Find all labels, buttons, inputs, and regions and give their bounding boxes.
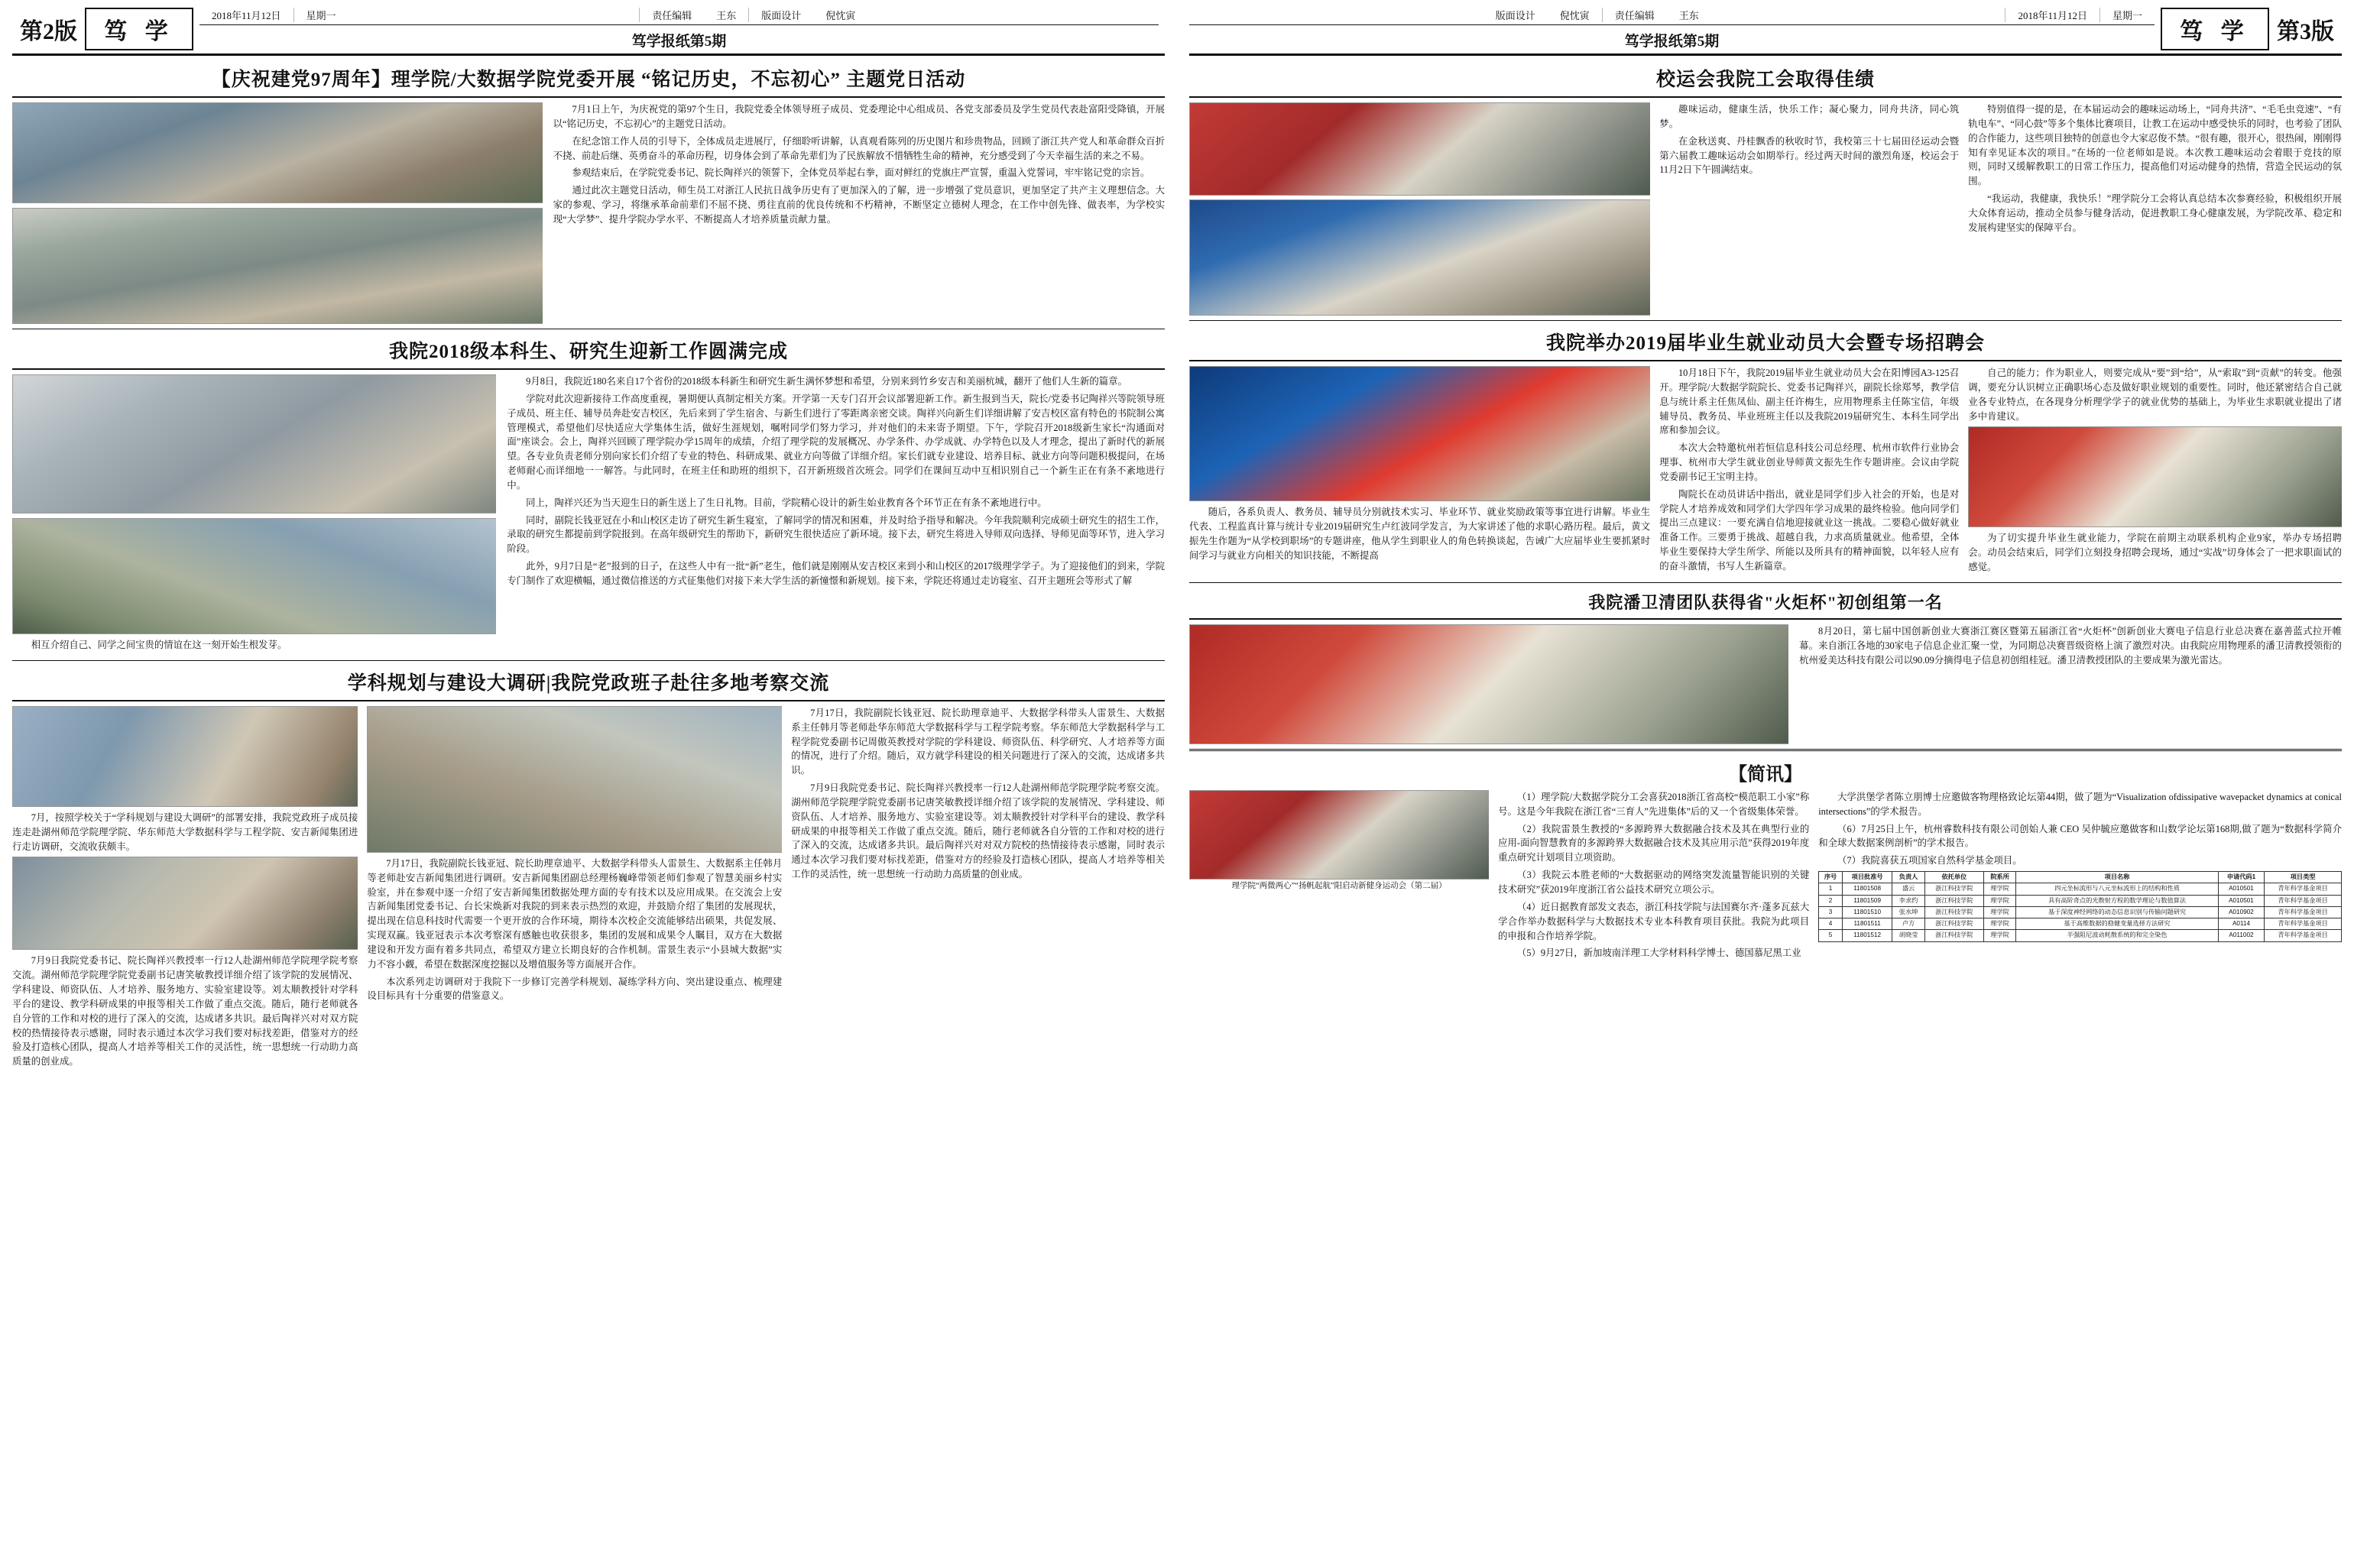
article-sports-union [1189, 60, 2342, 316]
cell-grant-no: 11801509 [1842, 895, 1892, 906]
cell-grant-no: 11801508 [1842, 883, 1892, 895]
cell-app-code: A010501 [2218, 883, 2264, 895]
cell-department: 理学院 [1984, 906, 2016, 918]
th-app-code: 申请代码1 [2218, 872, 2264, 883]
article-employment-c1-p3: 陶院长在动员讲话中指出，就业是同学们步入社会的开始，也是对学院人才培养成效和同学们大学四年学习成果的最终检验。他向同学们提出三点建议：一要充满自信地迎接就业这一挑战。二要稳心做好就业准备工作。三要勇于挑战、超越自我，力求高质量就业。他希望，全体毕业生要保持大学生所学、所能以及所具有的精神面貌，以年轻人应有的奋斗激情，书写人生新篇章。 [1659, 488, 1960, 572]
th-department: 院系所 [1984, 872, 2016, 883]
article-discipline-headline: 学科规划与建设大调研|我院党政班子赴往多地考察交流 [347, 672, 830, 694]
table-row [1819, 930, 2342, 941]
cell-institution: 浙江科技学院 [1924, 918, 1983, 930]
article-discipline-c1-p2: 7月9日我院党委书记、院长陶祥兴教授率一行12人赴湖州师范学院理学院考察交流。湖州师范学院理学院党委副书记唐笑敏教授详细介绍了该学院的发展情况、学科建设、师资队伍、人才培养、服务地方、实验室建设等。刘太顺教授针对学科平台的建设、教学科研成果的申报等相关工作做了重点交流。随后，随行老师就各自分管的工作和对校的进行了深入的交流，达成诸多共识。最后陶祥兴对对双方院校的热情接待表示感谢，同时表示通过本次学习我们要对标找差距，借鉴对方的经验及打造核心团队，提高人才培养等相关工作的灵活性，统一思想统一行动助力高质量的创业成。 [12, 955, 358, 1067]
brief-item-8: （7）我院喜获五项国家自然科学基金项目。 [1837, 855, 2022, 867]
th-project-type: 项目类型 [2265, 872, 2342, 883]
section-briefs [1189, 756, 2342, 964]
article-discipline-photo-2 [12, 857, 358, 950]
masthead-weekday-right: 星期一 [2099, 8, 2155, 22]
masthead-editor-name-left: 王东 [716, 10, 737, 21]
article-torch-cup-headline: 我院潘卫清团队获得省"火炬杯"初创组第一名 [1588, 592, 1943, 612]
brief-item-1: （1）理学院/大数据学院分工会喜获2018浙江省高校“模范职工小家”称号。这是今年我院在浙江省“三育人”先进集体”后的又一个省级集体荣誉。 [1498, 791, 1810, 817]
article-party-day-p4: 通过此次主题党日活动，师生员工对浙江人民抗日战争历史有了更加深入的了解，进一步增强了党员意识，更加坚定了共产主义理想信念。大家的参观、学习，将继承革命前辈们不屈不挠、勇往直前的优良传统和不朽精神，不断坚定立德树人理念，在工作中创先锋、做表率，为学校实现“大学梦”、提升学院办学水平、不断提高人才培养质量贡献力量。 [553, 185, 1165, 225]
article-employment-photo-2 [1968, 426, 2342, 527]
th-index: 序号 [1819, 872, 1843, 883]
article-torch-cup-photo [1189, 624, 1788, 744]
cell-project-name: 基于高维数据的稳健变量选择方法研究 [2016, 918, 2219, 930]
cell-grant-no: 11801511 [1842, 918, 1892, 930]
article-enrollment-p5: 此外，9月7日是“老”报到的日子，在这些人中有一批“新”老生，他们就是刚刚从安吉校区来到小和山校区的2017级理学学子。为了迎接他们的到来，学院专门制作了欢迎横幅，通过微信推送的方式征集他们对接下来大学生活的新憧憬和新规划。接下来，学院还将通过走访寝室、召开主题班会等形式了解 [507, 561, 1165, 586]
cell-institution: 浙江科技学院 [1924, 906, 1983, 918]
article-employment-c2-p2: 为了切实提升毕业生就业能力，学院在前期主动联系机构企业9家，举办专场招聘会。动员会结束后，同学们立刻投身招聘会现场，通过“实战”切身体会了一把求职面试的感觉。 [1968, 533, 2342, 573]
article-torch-cup-p1: 8月20日，第七届中国创新创业大赛浙江赛区暨第五届浙江省“火炬杯”创新创业大赛电子信息行业总决赛在嘉善蓝式拉开帷幕。来自浙江各地的30家电子信息企业汇聚一堂，为同期总决赛晋级资格上演了激烈对决。由我院应用物理系的潘卫清教授领衔的杭州爱美达科技有限公司以90.09分摘得电子信息初创组桂冠。潘卫清教授团队的主要成果为激光雷达。 [1799, 625, 2342, 666]
cell-leader: 李求约 [1892, 895, 1924, 906]
article-enrollment-headline: 我院2018级本科生、研究生迎新工作圆满完成 [388, 342, 788, 362]
cell-app-code: A010902 [2218, 906, 2264, 918]
article-employment-photo-1 [1189, 366, 1650, 501]
cell-department: 理学院 [1984, 918, 2016, 930]
cell-project-name: 四元坐标流形与八元坐标流形上的结构和性质 [2016, 883, 2219, 895]
article-sports-photo-2 [1189, 199, 1650, 316]
cell-institution: 浙江科技学院 [1924, 895, 1983, 906]
article-enrollment-p2: 学院对此次迎新接待工作高度重视，暑期便认真制定相关方案。开学第一天专门召开会议部署迎新工作。新生报到当天，院长/党委书记陶祥兴等院领导班子成员、班主任、辅导员奔赴安吉校区，先后来到了学生宿舍、与新生们进行了零距离亲密交谈。陶祥兴向新生们详细讲解了安吉校区富有特色的书院制公寓管理模式，希望他们尽快适应大学集体生活，做好生涯规划，嘱咐同学们努力学习，并对他们的未来寄予期望。下午，学院召开2018级新生家长“沟通面对面”座谈会。会上，陶祥兴回顾了理学院办学15周年的成绩，介绍了理学院的发展概况、办学条件、办学成就、办学特色以及人才理念，提出了新时代的新展望。各专业负责老师分别向家长们介绍了专业的特色、科研成果、就业方向等做了详细介绍。家长们就专业建设、培养目标、就业方向等问题积极提问，在场老师耐心而详细地一一解答。与此同时，在班主任和助班的组织下，召开新班级首次班会。同学们在课间互动中互相识别自己一个新生正在有条不紊地进行中。 [507, 393, 1165, 491]
article-enrollment-p3: 同上，陶祥兴还为当天迎生日的新生送上了生日礼物。目前，学院精心设计的新生始业教育各个环节正在有条不紊地进行中。 [526, 497, 1047, 508]
article-discipline-photo-3 [367, 706, 782, 853]
cell-grant-no: 11801512 [1842, 930, 1892, 941]
cell-project-type: 青年科学基金项目 [2265, 883, 2342, 895]
cell-institution: 浙江科技学院 [1924, 883, 1983, 895]
article-sports-c1-p2: 在金秋送爽、丹桂飘香的秋收时节，我校第三十七届田径运动会暨第六届教工趣味运动会如期举行。经过两天时间的激烈角逐，校运会于11月2日下午圆满结束。 [1659, 135, 1960, 176]
article-party-day-p2: 在纪念馆工作人员的引导下，全体成员走进展厅，仔细聆听讲解，认真观看陈列的历史图片和珍贵物品，回顾了浙江共产党人和革命群众百折不挠、前赴后继、英勇奋斗的革命历程，切身体会到了革命先辈们为了民族解放不惜牺牲生命的精神，充分感受到了今天幸福生活的来之不易。 [553, 135, 1165, 161]
brief-item-3: （3）我院云本胜老师的“大数据驱动的网络突发流量智能识别的关键技术研究”获2019年度浙江省公益技术研究立项公示。 [1498, 870, 1810, 895]
masthead-left [12, 8, 1165, 50]
article-employment-2019 [1189, 324, 2342, 578]
cell-leader: 卢方 [1892, 918, 1924, 930]
th-institution: 依托单位 [1924, 872, 1983, 883]
th-grant-no: 项目批准号 [1842, 872, 1892, 883]
cell-index: 4 [1819, 918, 1843, 930]
cell-index: 2 [1819, 895, 1843, 906]
brief-item-7: （6）7月25日上午，杭州睿数科技有限公司创始人兼 CEO 吴仲毓应邀做客和山数学论坛第168期,做了题为“数据科学简介和全球大数据案例剖析”的学术报告。 [1818, 823, 2342, 849]
article-discipline-c3-p1: 7月17日，我院副院长钱亚冠、院长助理章迪平、大数据学科带头人雷景生、大数据系主任韩月等老师赴华东师范大学数据科学与工程学院考察。华东师范大学数据科学与工程学院党委副书记周傲英教授对学院的学科建设、师资队伍、科学研究、人才培养等方面的情况，进行了介绍。随后，双方就学科建设的相关问题进行了深入的交流，达成诸多共识。 [791, 707, 1165, 776]
article-employment-c0-p1: 随后，各系负责人、教务员、辅导员分别就技术实习、毕业环节、就业奖励政策等事宜进行讲解。毕业生代表、工程监真计算与统计专业2019届研究生卢红波同学发言，为大家讲述了他的求职心路历程。最后，黄文振先生作题为“从学校到职场”的专题讲座，他从学生到职业人的角色转换谈起，告诫广大应届毕业生要抓紧时间学习与就业方向相关的知识技能，不断提高 [1189, 507, 1651, 561]
article-torch-cup [1189, 586, 2342, 744]
article-employment-c2-p1: 自己的能力；作为职业人，则要完成从“要”到“给”，从“索取”到“贡献”的转变。他强调，要充分认识树立正确职场心态及做好职业规划的重要性。同时，他还紧密结合自己就业各专业特点，在各现身分析理学学子的就业优势的基础上，为毕业生求职就业提出了诸多中肯建议。 [1968, 368, 2342, 422]
cell-index: 5 [1819, 930, 1843, 941]
article-discipline-photo-1 [12, 706, 358, 807]
brief-item-6: 大学洪堡学者陈立朋博士应邀做客物理格致论坛第44期，做了题为“Visualization ofdissipative wavepacket dynamics at conical intersections”的学术报告。 [1818, 791, 2342, 817]
article-enrollment-p1: 9月8日，我院近180名来自17个省份的2018级本科新生和研究生新生满怀梦想和希望，分别来到竹乡安吉和美丽杭城，翻开了他们人生新的篇章。 [526, 376, 1127, 387]
article-discipline-c2-p2: 本次系列走访调研对于我院下一步修订完善学科规划、凝练学科方向、突出建设重点、梳理建设目标具有十分重要的借鉴意义。 [367, 976, 783, 1002]
masthead-rule-right [1189, 53, 2342, 56]
article-discipline-research [12, 664, 1165, 1072]
article-sports-headline: 校运会我院工会取得佳绩 [1655, 70, 1875, 90]
masthead-layout-label-right: 版面设计 [1495, 10, 1535, 21]
page-number-left: 第2版 [20, 19, 77, 44]
cell-app-code: A0114 [2218, 918, 2264, 930]
masthead-rule-left [12, 53, 1165, 56]
table-row [1819, 918, 2342, 930]
masthead-editor-label-right: 责任编辑 [1602, 8, 1667, 22]
masthead-layout-label-left: 版面设计 [748, 8, 813, 22]
newspaper-logo-right: 笃 学 [2161, 8, 2269, 50]
masthead-issue-left: 笃学报纸第5期 [631, 34, 727, 50]
cell-project-type: 青年科学基金项目 [2265, 906, 2342, 918]
cell-institution: 浙江科技学院 [1924, 930, 1983, 941]
cell-index: 3 [1819, 906, 1843, 918]
article-employment-c1-p2: 本次大会特邀杭州若恒信息科技公司总经理、杭州市软件行业协会理事、杭州市大学生就业创业导师黄文振先生作专题讲座。会议由学院党委副书记王宝明主持。 [1659, 442, 1960, 482]
table-row [1819, 906, 2342, 918]
cell-grant-no: 11801510 [1842, 906, 1892, 918]
article-discipline-c3-p2: 7月9日我院党委书记、院长陶祥兴教授率一行12人赴湖州师范学院理学院考察交流。湖州师范学院理学院党委副书记唐笑敏教授详细介绍了该学院的发展情况、学科建设、师资队伍、人才培养、服务地方、实验室建设等。刘太顺教授针对学科平台的建设、教学科研成果的申报等相关工作做了重点交流。随后，随行老师就各自分管的工作和对校的进行了深入的交流，达成诸多共识。最后陶祥兴对对双方院校的热情接待表示感谢，同时表示通过本次学习我们要对标找差距，借鉴对方的经验及打造核心团队，提高人才培养等相关工作的灵活性，统一思想统一行动助力高质量的创业成。 [791, 782, 1165, 880]
cell-department: 理学院 [1984, 895, 2016, 906]
masthead-date-left: 2018年11月12日 [212, 10, 281, 21]
cell-department: 理学院 [1984, 930, 2016, 941]
masthead-date-right: 2018年11月12日 [2005, 8, 2099, 22]
article-enrollment-p4: 同时，副院长钱亚冠在小和山校区走访了研究生新生寝室，了解同学的情况和困难，并及时给予指导和解决。今年我院顺利完成硕士研究生的招生工作，录取的研究生都提前到学院报到。在高年级研究生的帮助下，新研究生很快适应了新环境。接下去，研究生将进入导师双向选择、导师见面等环节，进入学习阶段。 [507, 514, 1165, 555]
nsfc-projects-table [1818, 871, 2342, 942]
cell-project-type: 青年科学基金项目 [2265, 930, 2342, 941]
th-project-name: 项目名称 [2016, 872, 2219, 883]
table-header-row [1819, 872, 2342, 883]
brief-item-5: （5）9月27日，新加坡南洋理工大学材料科学博士、德国慕尼黑工业 [1516, 948, 1801, 959]
cell-project-name: 基于深度神经网络的动态信息识别与传输问题研究 [2016, 906, 2219, 918]
cell-index: 1 [1819, 883, 1843, 895]
article-party-day-headline: 【庆祝建党97周年】理学院/大数据学院党委开展 “铭记历史，不忘初心” 主题党日活动 [211, 70, 966, 90]
briefs-photo-caption: 理学院“两微两心”“扬帆起航”阳启动新健身运动会（第二届） [1231, 881, 1447, 890]
cell-leader: 胡晓莹 [1892, 930, 1924, 941]
article-party-day [12, 60, 1165, 324]
article-sports-c1-p1: 趣味运动，健康生活，快乐工作；凝心聚力，同舟共济，同心筑梦。 [1659, 104, 1960, 129]
article-enrollment-photo-2 [12, 518, 496, 634]
article-sports-photo-1 [1189, 102, 1650, 196]
article-party-day-p1: 7月1日上午，为庆祝党的第97个生日，我院党委全体领导班子成员、党委理论中心组成员、各党支部委员及学生党员代表赴富阳受降镇，开展以“铭记历史，不忘初心”的主题党日活动。 [553, 104, 1165, 129]
th-leader: 负责人 [1892, 872, 1924, 883]
masthead-layout-name-left: 倪忱寅 [825, 10, 856, 21]
masthead-editor-label-left: 责任编辑 [639, 8, 704, 22]
briefs-title: 【简讯】 [1729, 764, 1802, 785]
page-number-right: 第3版 [2277, 19, 2334, 44]
article-enrollment-2018 [12, 332, 1165, 656]
article-party-day-photo-2 [12, 208, 543, 324]
article-employment-headline: 我院举办2019届毕业生就业动员大会暨专场招聘会 [1545, 333, 1985, 354]
table-row [1819, 883, 2342, 895]
table-row [1819, 895, 2342, 906]
cell-project-name: 具有高阶奇点的光散射方程的数学理论与数值算法 [2016, 895, 2219, 906]
newspaper-page-3 [1177, 0, 2354, 1568]
cell-project-type: 青年科学基金项目 [2265, 918, 2342, 930]
cell-project-type: 青年科学基金项目 [2265, 895, 2342, 906]
brief-item-4: （4）近日据教育部发文表态，浙江科技学院与法国赛尔齐·蓬多瓦兹大学合作举办数据科学与大数据技术专业本科教育项目获批。我院为此项目的申报和合作培养学院。 [1498, 901, 1810, 941]
article-discipline-c1-p1: 7月，按照学校关于“学科规划与建设大调研”的部署安排，我院党政班子成员接连走赴湖州师范学院理学院、华东师范大学数据科学与工程学院、安吉新闻集团进行走访调研，交流收获颇丰。 [12, 812, 358, 852]
cell-app-code: A011002 [2218, 930, 2264, 941]
cell-department: 理学院 [1984, 883, 2016, 895]
masthead-layout-name-right: 倪忱寅 [1559, 10, 1590, 21]
article-sports-c2-p2: “我运动，我健康，我快乐！”理学院分工会将认真总结本次参赛经验，积极组织开展大众体育运动，推动全员参与健身活动，促进教职工身心健康发展，为学院改革、稳定和发展构建坚实的保障平台。 [1968, 193, 2342, 233]
article-sports-c2-p1: 特别值得一提的是，在本届运动会的趣味运动场上，“同舟共济”、“毛毛虫竞速”、“有轨电车”、“同心鼓”等多个集体比赛项目，让教工在运动中感受快乐的同时，也考验了团队的合作能力，这些项目独特的创意也令大家忍俊不禁。“很有趣，很开心，很热闹，刚刚得知有幸见证本次的项目。”在场的一位老师如是说。本次教工趣味运动会着眼于竞技的原则，同时又缓解教职工的日常工作压力，提高他们对运动健身的热情，营造全民运动的氛围。 [1968, 104, 2342, 187]
cell-project-name: 半强阻尼波动耗散系统的和完全染色 [2016, 930, 2219, 941]
article-party-day-photo-1 [12, 102, 543, 203]
article-enrollment-p-left-tail: 相互介绍自己、同学之间宝贵的情谊在这一刻开始生根发芽。 [31, 640, 287, 650]
masthead-right [1189, 8, 2342, 50]
cell-leader: 盛云 [1892, 883, 1924, 895]
article-party-day-p3: 参观结束后，在学院党委书记、院长陶祥兴的领誓下，全体党员举起右拳，面对鲜红的党旗庄严宣誓，重温入党誓词，牢牢铭记党的宗旨。 [572, 167, 1150, 179]
masthead-issue-right: 笃学报纸第5期 [1624, 34, 1720, 50]
cell-app-code: A010501 [2218, 895, 2264, 906]
masthead-weekday-left: 星期一 [293, 8, 349, 22]
article-enrollment-photo-1 [12, 374, 496, 513]
article-discipline-c2-p1: 7月17日，我院副院长钱亚冠、院长助理章迪平、大数据学科带头人雷景生、大数据系主任韩月等老师赴安吉新闻集团进行调研。安吉新闻集团副总经理杨巍峰带领老师们参观了智慧美丽乡村实验室，并在参观中逐一介绍了安吉新闻集团数据处理方面的专有技术以及应用成果。在交流会上安吉新闻集团党委书记、台长宋焕新对我院的到来表示热烈的欢迎，并鼓励介绍了集团的发展现状，提出现在信息科技时代需要一个更开放的合作环境，期待本次校企交流能够结出硕果，共促发展、实现双赢。钱亚冠表示本次考察深有感触也收获很多，集团的发展和成果令人瞩目，双方在大数据建设和开发方面有着多共同点，希望双方建立长期良好的合作机制。雷景生表示“小县城大数据”实力不容小觑，希望在数据深度挖掘以及增值服务等方面展开合作。 [367, 857, 783, 970]
brief-item-2: （2）我院雷景生教授的“多源跨界大数据融合技术及其在典型行业的应用-面向智慧教育的多源跨界大数据融合技术及其应用示范”获得2019年度重点研究计划项目立项资助。 [1498, 823, 1810, 863]
article-employment-c1-p1: 10月18日下午，我院2019届毕业生就业动员大会在阳博园A3-125召开。理学院/大数据学院院长、党委书记陶祥兴，副院长徐郑琴，教学信息与统计系主任焦凤仙、副主任许梅生，应用物理系主任陈宝信，年级辅导员、教务员、毕业班班主任以及我院2019届研究生、本科生同学出席和参加会议。 [1659, 368, 1960, 436]
cell-leader: 张水坤 [1892, 906, 1924, 918]
masthead-editor-name-right: 王东 [1678, 10, 1699, 21]
briefs-photo [1189, 790, 1489, 880]
newspaper-logo-left: 笃 学 [85, 8, 193, 50]
